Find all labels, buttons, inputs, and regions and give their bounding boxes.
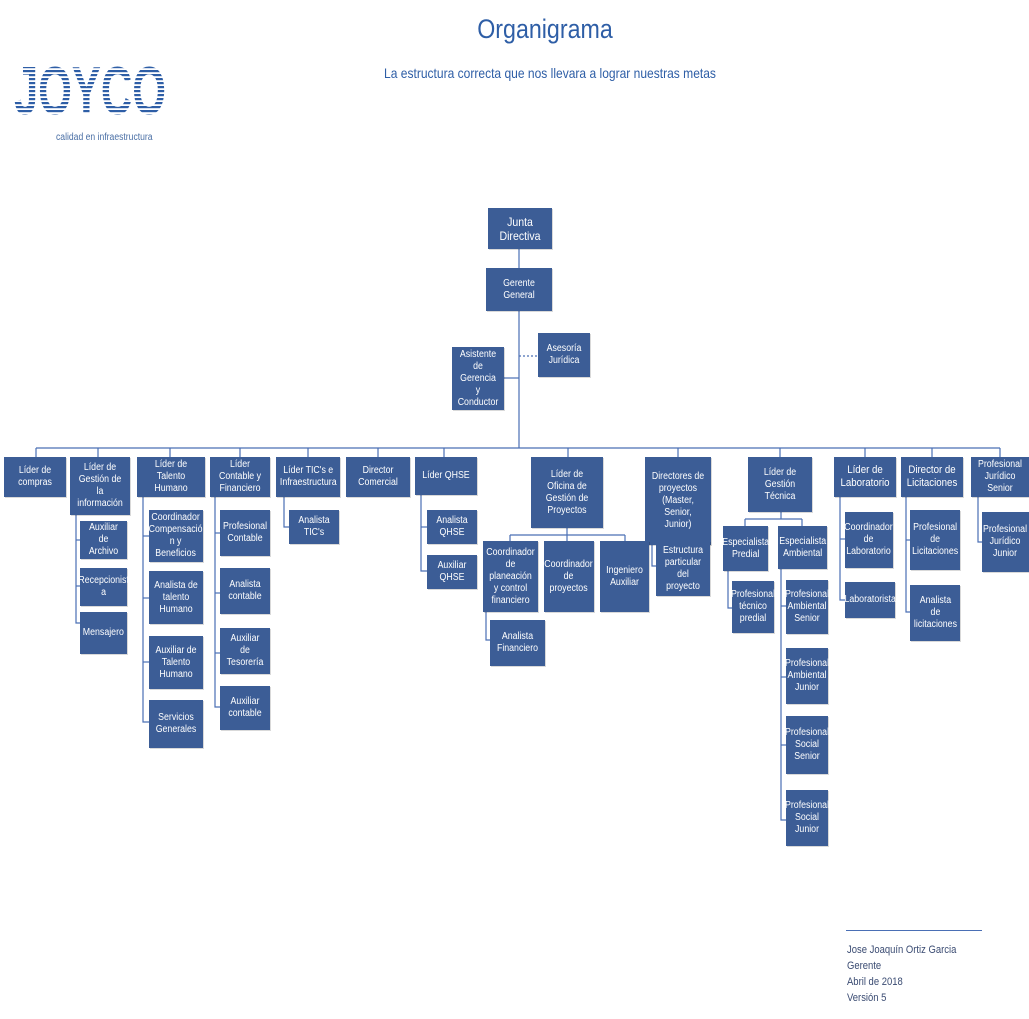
node-profesional-ambiental-junior: Profesional Ambiental Junior [786,648,828,704]
svg-text:JOYCO: JOYCO [14,53,166,129]
node-director-licitaciones: Director de Licitaciones [901,457,963,497]
signature-version: Versión 5 [847,992,887,1004]
node-directores-proyectos: Directores de proyectos (Master, Senior, Junior) [645,457,711,545]
node-coordinador-planeacion: Coordinador de planeación y control financiero [483,541,538,612]
signature-role: Gerente [847,960,882,972]
node-mensajero: Mensajero [80,612,127,654]
node-coordinador-compensacion: Coordinador Compensació n y Beneficios [149,510,203,562]
signature-block [847,942,956,1006]
signature-name: Jose Joaquín Ortiz Garcia [847,944,957,956]
node-analista-financiero: Analista Financiero [490,620,545,666]
node-lider-compras: Líder de compras [4,457,66,497]
node-estructura-particular: Estructura particular del proyecto [656,541,710,596]
node-auxiliar-qhse: Auxiliar QHSE [427,555,477,589]
node-lider-gestion-informacion: Líder de Gestión de la información [70,457,130,515]
node-profesional-ambiental-senior: Profesional Ambiental Senior [786,580,828,634]
node-profesional-licitaciones: Profesional de Licitaciones [910,510,960,570]
node-director-comercial: Director Comercial [346,457,410,497]
node-lider-tics: Líder TIC's e Infraestructura [276,457,340,497]
node-ingeniero-auxiliar: Ingeniero Auxiliar [600,541,649,612]
node-lider-laboratorio: Líder de Laboratorio [834,457,896,497]
node-auxiliar-archivo: Auxiliar de Archivo [80,521,127,559]
node-servicios-generales: Servicios Generales [149,700,203,748]
node-auxiliar-talento-humano: Auxiliar de Talento Humano [149,636,203,689]
node-profesional-social-junior: Profesional Social Junior [786,790,828,846]
node-especialista-predial: Especialista Predial [723,526,768,571]
page-subtitle: La estructura correcta que nos llevara a lograr nuestras metas [384,65,716,81]
node-analista-contable: Analista contable [220,568,270,614]
node-analista-talento-humano: Analista de talento Humano [149,571,203,624]
logo-tagline: calidad en infraestructura [56,132,153,143]
node-profesional-tecnico-predial: Profesional técnico predial [732,581,774,633]
signature-rule [846,930,982,931]
node-asistente-gerencia: Asistente de Gerencia y Conductor [452,347,504,410]
node-recepcionista: Recepcionist a [80,568,127,606]
node-coordinador-proyectos: Coordinador de proyectos [544,541,594,612]
node-junta-directiva: Junta Directiva [488,208,552,249]
node-lider-gestion-tecnica: Líder de Gestión Técnica [748,457,812,512]
node-analista-licitaciones: Analista de licitaciones [910,585,960,641]
node-laboratorista: Laboratorista [845,582,895,618]
node-analista-qhse: Analista QHSE [427,510,477,544]
node-auxiliar-tesoreria: Auxiliar de Tesorería [220,628,270,674]
node-coordinador-laboratorio: Coordinador de Laboratorio [845,512,893,568]
node-profesional-social-senior: Profesional Social Senior [786,716,828,774]
node-lider-contable: Líder Contable y Financiero [210,457,270,497]
node-profesional-juridico-junior: Profesional Jurídico Junior [982,512,1029,572]
node-lider-talento-humano: Líder de Talento Humano [137,457,205,497]
node-profesional-contable: Profesional Contable [220,510,270,556]
node-profesional-juridico-senior: Profesional Jurídico Senior [971,457,1029,497]
node-especialista-ambiental: Especialista Ambiental [778,526,827,569]
node-auxiliar-contable: Auxiliar contable [220,686,270,730]
node-lider-oficina-proyectos: Líder de Oficina de Gestión de Proyectos [531,457,603,528]
node-gerente-general: Gerente General [486,268,552,311]
page-title: Organigrama [477,14,613,44]
node-asesoria-juridica: Asesoría Jurídica [538,333,590,377]
signature-date: Abril de 2018 [847,976,903,988]
node-analista-tics: Analista TIC's [289,510,339,544]
node-lider-qhse: Líder QHSE [415,457,477,495]
